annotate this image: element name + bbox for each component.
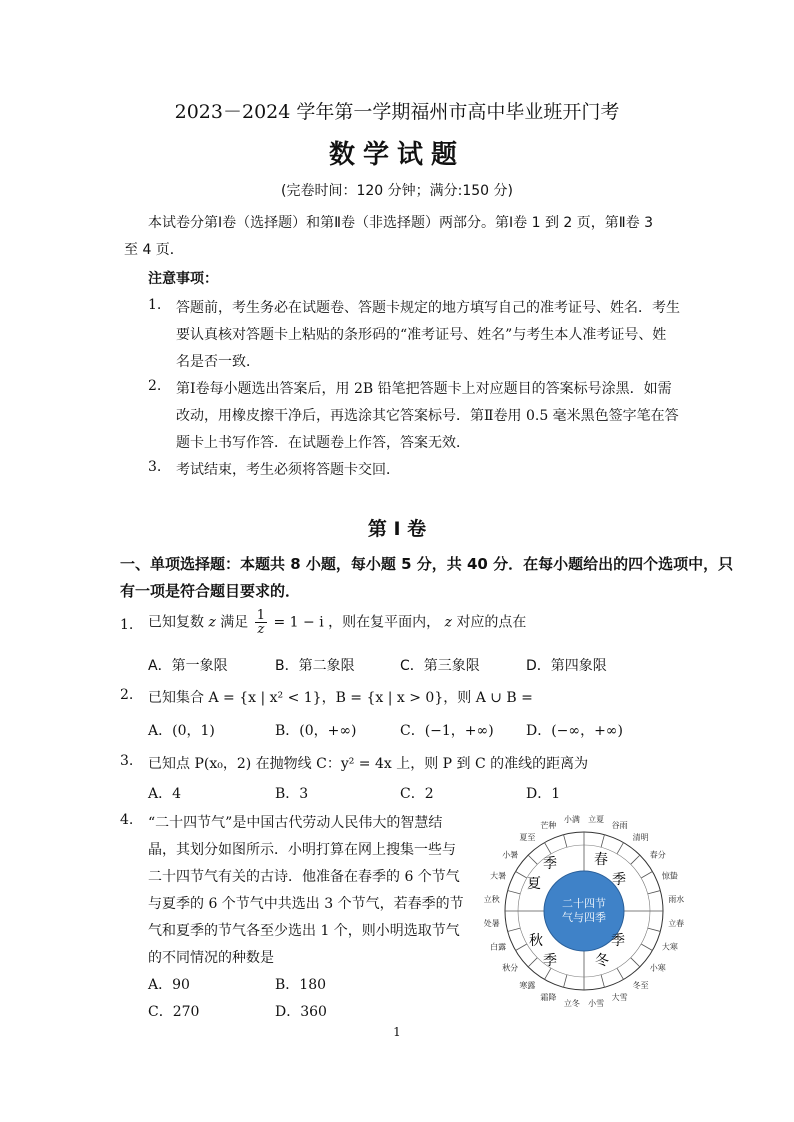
- wheel-spoke: [528, 855, 537, 864]
- wheel-spoke: [631, 855, 640, 864]
- q1-frac-numerator: 1: [256, 608, 266, 623]
- option-c: C．270: [148, 1004, 200, 1020]
- season-char-autumn: 秋: [529, 933, 543, 949]
- option-b: B．第二象限: [275, 658, 355, 674]
- question-number: 3.: [120, 753, 134, 769]
- solar-terms-diagram: [464, 808, 704, 1014]
- wheel-spoke: [508, 928, 521, 931]
- wheel-spoke: [617, 843, 624, 854]
- solar-term-label: 霜降: [540, 992, 557, 1002]
- exam-title: 2023－2024 学年第一学期福州市高中毕业班开门考: [174, 101, 620, 123]
- wheel-spoke: [641, 872, 652, 879]
- volume-title: 第 Ⅰ 卷: [367, 518, 427, 540]
- solar-term-label: 夏至: [519, 833, 536, 843]
- solar-term-label: 芒种: [540, 821, 557, 831]
- question-3-stem: 已知点 P(x₀，2) 在抛物线 C：y² = 4x 上，则 P 到 C 的准线的距离为: [148, 756, 589, 772]
- season-char-winter: 季: [611, 933, 625, 949]
- wheel-spoke: [601, 975, 604, 988]
- section-heading-line-2: 有一项是符合题目要求的．: [120, 582, 301, 600]
- season-char-winter: 冬: [595, 953, 609, 969]
- season-char-summer: 季: [543, 856, 557, 872]
- wheel-spoke: [564, 835, 567, 848]
- question-2-stem: 已知集合 A = {x | x² < 1}，B = {x | x > 0}，则 A ∪ B =: [148, 690, 533, 706]
- wheel-center-label: 二十四节: [562, 897, 606, 910]
- season-char-autumn: 季: [543, 953, 557, 969]
- note-line: 要认真核对答题卡上粘贴的条形码的“准考证号、姓名”与考生本人准考证号、姓: [176, 327, 667, 343]
- note-line: 答题前，考生务必在试题卷、答题卡规定的地方填写自己的准考证号、姓名．考生: [176, 300, 680, 316]
- q1-fraction: [255, 609, 267, 636]
- question-1-stem: [148, 609, 526, 636]
- option-b: B．(0，+∞): [275, 723, 357, 739]
- season-char-spring: 季: [612, 872, 626, 888]
- wheel-spoke: [516, 872, 527, 879]
- wheel-spoke: [564, 975, 567, 988]
- wheel-spoke: [631, 958, 640, 967]
- solar-term-label: 惊蛰: [661, 871, 678, 881]
- wheel-spoke: [545, 843, 552, 854]
- solar-term-label: 谷雨: [611, 821, 628, 831]
- option-c: C．第三象限: [400, 658, 480, 674]
- season-char-spring: 春: [594, 852, 608, 868]
- option-d: D．1: [526, 786, 561, 802]
- solar-term-label: 小暑: [502, 850, 519, 860]
- intro-line-1: 本试卷分第Ⅰ卷（选择题）和第Ⅱ卷（非选择题）两部分。第Ⅰ卷 1 到 2 页，第Ⅱ卷 3: [148, 215, 654, 231]
- solar-term-label: 大雪: [611, 992, 628, 1002]
- solar-term-label: 立夏: [588, 814, 605, 824]
- option-d: D．(−∞，+∞): [526, 723, 623, 739]
- page-number: 1: [393, 1025, 401, 1039]
- page-title: 数学试题: [328, 140, 465, 170]
- note-number: 3.: [148, 459, 162, 475]
- season-char-summer: 夏: [527, 876, 541, 892]
- solar-term-label: 冬至: [632, 980, 649, 990]
- solar-term-label: 小寒: [649, 963, 666, 973]
- q1-text: 对应的点在: [456, 614, 527, 631]
- solar-term-label: 雨水: [668, 894, 685, 904]
- q1-var-z: z: [208, 614, 216, 631]
- solar-term-label: 小满: [563, 814, 580, 824]
- question-4-line: 与夏季的 6 个节气中共选出 3 个节气，若春季的节: [148, 896, 464, 912]
- q1-frac-denominator: z: [257, 622, 265, 637]
- question-4-line: “二十四节气”是中国古代劳动人民伟大的智慧结: [148, 815, 443, 831]
- q1-text: 已知复数: [148, 614, 204, 631]
- solar-term-label: 白露: [490, 942, 507, 952]
- solar-term-label: 立秋: [483, 894, 500, 904]
- wheel-spoke: [508, 891, 521, 894]
- wheel-spoke: [528, 958, 537, 967]
- option-b: B．3: [275, 786, 309, 802]
- note-line: 第Ⅰ卷每小题选出答案后，用 2B 铅笔把答题卡上对应题目的答案标号涂黑．如需: [176, 381, 672, 397]
- question-4-line: 气和夏季的节气各至少选出 1 个，则小明选取节气: [148, 923, 460, 939]
- option-c: C．(−1，+∞): [400, 723, 494, 739]
- question-4-line: 的不同情况的种数是: [148, 950, 274, 966]
- solar-term-label: 大寒: [661, 942, 678, 952]
- note-line: 改动，用橡皮擦干净后，再选涂其它答案标号．第Ⅱ卷用 0.5 毫米黑色签字笔在答: [176, 408, 679, 424]
- option-c: C．2: [400, 786, 434, 802]
- q1-text: ，则在复平面内，: [328, 614, 441, 631]
- note-number: 2.: [148, 378, 162, 394]
- section-heading-line-1: 一、单项选择题：本题共 8 小题，每小题 5 分，共 40 分．在每小题给出的四个选项中，只: [120, 555, 734, 573]
- solar-term-label: 大暑: [490, 871, 507, 881]
- q1-text: 满足: [220, 614, 249, 631]
- solar-term-label: 春分: [649, 850, 666, 860]
- q1-var-z: z: [444, 614, 452, 631]
- solar-term-label: 处暑: [483, 919, 500, 929]
- solar-term-label: 立冬: [563, 999, 580, 1009]
- note-number: 1.: [148, 297, 162, 313]
- solar-terms-wheel: [505, 832, 663, 990]
- question-number: 1.: [120, 617, 134, 633]
- solar-term-label: 立春: [668, 919, 685, 929]
- note-line: 题卡上书写作答．在试题卷上作答，答案无效．: [176, 435, 470, 451]
- solar-term-label: 寒露: [519, 980, 536, 990]
- note-line: 考试结束，考生必须将答题卡交回．: [176, 462, 400, 478]
- option-a: A．4: [148, 786, 182, 802]
- intro-line-2: 至 4 页．: [124, 242, 184, 258]
- option-a: A．90: [148, 977, 190, 993]
- notes-heading: 注意事项：: [148, 271, 218, 287]
- solar-term-label: 小雪: [588, 999, 605, 1009]
- solar-term-label: 秋分: [502, 963, 519, 973]
- wheel-spoke: [516, 944, 527, 951]
- question-number: 4.: [120, 812, 134, 828]
- option-d: D．第四象限: [526, 658, 607, 674]
- solar-term-label: 清明: [632, 833, 649, 843]
- question-4-line: 晶，其划分如图所示．小明打算在网上搜集一些与: [148, 842, 456, 858]
- question-number: 2.: [120, 687, 134, 703]
- wheel-center-label: 气与四季: [562, 911, 606, 924]
- wheel-spoke: [601, 835, 604, 848]
- wheel-spoke: [617, 968, 624, 979]
- wheel-spoke: [545, 968, 552, 979]
- time-info: (完卷时间：120 分钟；满分:150 分): [281, 183, 513, 199]
- option-d: D．360: [275, 1004, 327, 1020]
- note-line: 名是否一致．: [176, 354, 260, 370]
- option-a: A．第一象限: [148, 658, 228, 674]
- wheel-spoke: [641, 944, 652, 951]
- option-b: B．180: [275, 977, 327, 993]
- wheel-spoke: [648, 928, 661, 931]
- question-4-line: 二十四节气有关的古诗．他准备在春季的 6 个节气: [148, 869, 460, 885]
- option-a: A．(0，1): [148, 723, 215, 739]
- q1-equation: = 1 − i: [273, 614, 324, 631]
- wheel-spoke: [648, 891, 661, 894]
